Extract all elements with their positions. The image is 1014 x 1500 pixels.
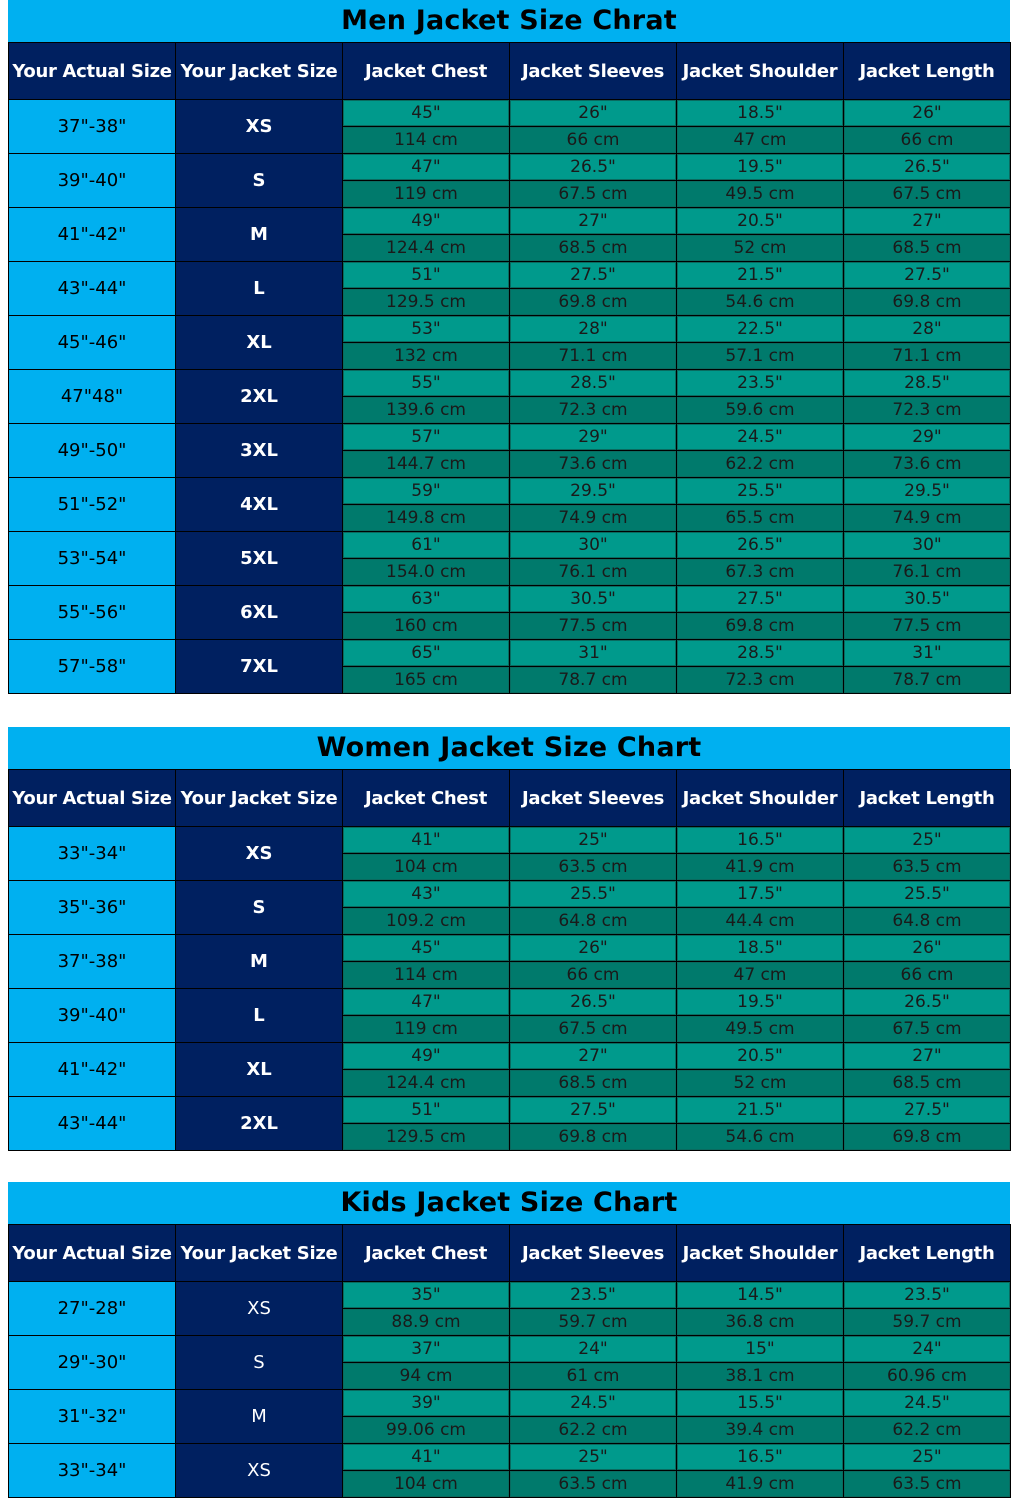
- jacket-size-cell: L: [176, 262, 343, 316]
- shoulder-inches-cell: 16.5": [677, 827, 844, 854]
- size-table: [8, 42, 1011, 694]
- actual-size-cell: 39"-40": [9, 154, 176, 208]
- table-row: [9, 989, 1011, 1016]
- shoulder-cm-cell: 62.2 cm: [677, 451, 844, 478]
- actual-size-cell: 53"-54": [9, 532, 176, 586]
- chest-inches-cell: 45": [343, 935, 510, 962]
- table-row: [9, 424, 1011, 451]
- sleeves-cm-cell: 77.5 cm: [510, 613, 677, 640]
- jacket-size-cell: M: [176, 1390, 343, 1444]
- table-row: [9, 881, 1011, 908]
- header-jacket-sleeves: Jacket Sleeves: [510, 43, 677, 100]
- sleeves-inches-cell: 30.5": [510, 586, 677, 613]
- jacket-size-cell: 5XL: [176, 532, 343, 586]
- chest-cm-cell: 114 cm: [343, 127, 510, 154]
- shoulder-cm-cell: 39.4 cm: [677, 1417, 844, 1444]
- length-cm-cell: 63.5 cm: [844, 1471, 1011, 1498]
- actual-size-cell: 33"-34": [9, 1444, 176, 1498]
- women-size-chart: [8, 727, 1010, 1151]
- shoulder-inches-cell: 18.5": [677, 100, 844, 127]
- length-cm-cell: 68.5 cm: [844, 1070, 1011, 1097]
- length-inches-cell: 23.5": [844, 1282, 1011, 1309]
- table-body: [9, 100, 1011, 694]
- header-actual-size: Your Actual Size: [9, 770, 176, 827]
- shoulder-inches-cell: 26.5": [677, 532, 844, 559]
- shoulder-inches-cell: 16.5": [677, 1444, 844, 1471]
- table-row: [9, 154, 1011, 181]
- sleeves-cm-cell: 73.6 cm: [510, 451, 677, 478]
- length-inches-cell: 27.5": [844, 262, 1011, 289]
- sleeves-inches-cell: 27.5": [510, 1097, 677, 1124]
- length-cm-cell: 66 cm: [844, 127, 1011, 154]
- sleeves-inches-cell: 31": [510, 640, 677, 667]
- length-inches-cell: 31": [844, 640, 1011, 667]
- table-row: [9, 370, 1011, 397]
- table-row: [9, 316, 1011, 343]
- table-row: [9, 1097, 1011, 1124]
- shoulder-cm-cell: 49.5 cm: [677, 181, 844, 208]
- shoulder-inches-cell: 18.5": [677, 935, 844, 962]
- actual-size-cell: 27"-28": [9, 1282, 176, 1336]
- table-row: [9, 1043, 1011, 1070]
- chest-cm-cell: 124.4 cm: [343, 1070, 510, 1097]
- chest-inches-cell: 35": [343, 1282, 510, 1309]
- length-cm-cell: 78.7 cm: [844, 667, 1011, 694]
- shoulder-cm-cell: 57.1 cm: [677, 343, 844, 370]
- shoulder-inches-cell: 27.5": [677, 586, 844, 613]
- sleeves-inches-cell: 29.5": [510, 478, 677, 505]
- header-jacket-size: Your Jacket Size: [176, 43, 343, 100]
- jacket-size-cell: 2XL: [176, 1097, 343, 1151]
- jacket-size-cell: 4XL: [176, 478, 343, 532]
- sleeves-inches-cell: 24": [510, 1336, 677, 1363]
- shoulder-inches-cell: 23.5": [677, 370, 844, 397]
- shoulder-inches-cell: 15": [677, 1336, 844, 1363]
- length-cm-cell: 74.9 cm: [844, 505, 1011, 532]
- chart-title: Women Jacket Size Chart: [8, 727, 1010, 769]
- sleeves-inches-cell: 24.5": [510, 1390, 677, 1417]
- jacket-size-cell: L: [176, 989, 343, 1043]
- length-inches-cell: 25.5": [844, 881, 1011, 908]
- actual-size-cell: 55"-56": [9, 586, 176, 640]
- shoulder-inches-cell: 14.5": [677, 1282, 844, 1309]
- chest-cm-cell: 149.8 cm: [343, 505, 510, 532]
- shoulder-cm-cell: 59.6 cm: [677, 397, 844, 424]
- chest-inches-cell: 65": [343, 640, 510, 667]
- chest-cm-cell: 129.5 cm: [343, 1124, 510, 1151]
- header-jacket-size: Your Jacket Size: [176, 770, 343, 827]
- size-table: [8, 769, 1011, 1151]
- size-table: [8, 1224, 1011, 1498]
- header-jacket-shoulder: Jacket Shoulder: [677, 770, 844, 827]
- sleeves-cm-cell: 72.3 cm: [510, 397, 677, 424]
- jacket-size-cell: 3XL: [176, 424, 343, 478]
- sleeves-inches-cell: 26": [510, 935, 677, 962]
- header-actual-size: Your Actual Size: [9, 43, 176, 100]
- table-row: [9, 827, 1011, 854]
- sleeves-inches-cell: 26.5": [510, 989, 677, 1016]
- chest-inches-cell: 47": [343, 154, 510, 181]
- table-row: [9, 935, 1011, 962]
- length-inches-cell: 26": [844, 100, 1011, 127]
- chest-cm-cell: 109.2 cm: [343, 908, 510, 935]
- header-row: [9, 1225, 1011, 1282]
- shoulder-cm-cell: 47 cm: [677, 962, 844, 989]
- chest-cm-cell: 114 cm: [343, 962, 510, 989]
- shoulder-inches-cell: 19.5": [677, 154, 844, 181]
- shoulder-cm-cell: 54.6 cm: [677, 289, 844, 316]
- header-jacket-chest: Jacket Chest: [343, 770, 510, 827]
- length-cm-cell: 71.1 cm: [844, 343, 1011, 370]
- shoulder-inches-cell: 20.5": [677, 1043, 844, 1070]
- jacket-size-cell: S: [176, 1336, 343, 1390]
- chest-inches-cell: 61": [343, 532, 510, 559]
- sleeves-cm-cell: 64.8 cm: [510, 908, 677, 935]
- chest-inches-cell: 41": [343, 1444, 510, 1471]
- actual-size-cell: 43"-44": [9, 262, 176, 316]
- length-inches-cell: 25": [844, 827, 1011, 854]
- table-row: [9, 532, 1011, 559]
- chest-cm-cell: 160 cm: [343, 613, 510, 640]
- actual-size-cell: 33"-34": [9, 827, 176, 881]
- length-inches-cell: 28.5": [844, 370, 1011, 397]
- jacket-size-cell: XS: [176, 1444, 343, 1498]
- shoulder-cm-cell: 67.3 cm: [677, 559, 844, 586]
- chest-inches-cell: 49": [343, 208, 510, 235]
- table-row: [9, 262, 1011, 289]
- chest-cm-cell: 165 cm: [343, 667, 510, 694]
- sleeves-cm-cell: 67.5 cm: [510, 1016, 677, 1043]
- sleeves-cm-cell: 76.1 cm: [510, 559, 677, 586]
- length-cm-cell: 69.8 cm: [844, 1124, 1011, 1151]
- jacket-size-cell: XL: [176, 1043, 343, 1097]
- length-inches-cell: 28": [844, 316, 1011, 343]
- actual-size-cell: 41"-42": [9, 208, 176, 262]
- sleeves-cm-cell: 71.1 cm: [510, 343, 677, 370]
- header-jacket-length: Jacket Length: [844, 770, 1011, 827]
- shoulder-cm-cell: 36.8 cm: [677, 1309, 844, 1336]
- header-jacket-shoulder: Jacket Shoulder: [677, 1225, 844, 1282]
- sleeves-cm-cell: 59.7 cm: [510, 1309, 677, 1336]
- chest-cm-cell: 129.5 cm: [343, 289, 510, 316]
- shoulder-cm-cell: 69.8 cm: [677, 613, 844, 640]
- chart-title: Kids Jacket Size Chart: [8, 1182, 1010, 1224]
- length-cm-cell: 59.7 cm: [844, 1309, 1011, 1336]
- chest-cm-cell: 154.0 cm: [343, 559, 510, 586]
- chest-cm-cell: 104 cm: [343, 854, 510, 881]
- sleeves-inches-cell: 28": [510, 316, 677, 343]
- chest-inches-cell: 43": [343, 881, 510, 908]
- sleeves-inches-cell: 25": [510, 827, 677, 854]
- length-cm-cell: 67.5 cm: [844, 181, 1011, 208]
- chart-title: Men Jacket Size Chrat: [8, 0, 1010, 42]
- actual-size-cell: 31"-32": [9, 1390, 176, 1444]
- shoulder-cm-cell: 47 cm: [677, 127, 844, 154]
- actual-size-cell: 47"48": [9, 370, 176, 424]
- chest-inches-cell: 51": [343, 1097, 510, 1124]
- length-cm-cell: 66 cm: [844, 962, 1011, 989]
- length-cm-cell: 76.1 cm: [844, 559, 1011, 586]
- length-inches-cell: 24": [844, 1336, 1011, 1363]
- shoulder-cm-cell: 44.4 cm: [677, 908, 844, 935]
- length-cm-cell: 64.8 cm: [844, 908, 1011, 935]
- sleeves-cm-cell: 62.2 cm: [510, 1417, 677, 1444]
- length-cm-cell: 68.5 cm: [844, 235, 1011, 262]
- actual-size-cell: 41"-42": [9, 1043, 176, 1097]
- length-inches-cell: 24.5": [844, 1390, 1011, 1417]
- actual-size-cell: 51"-52": [9, 478, 176, 532]
- table-row: [9, 478, 1011, 505]
- sleeves-cm-cell: 67.5 cm: [510, 181, 677, 208]
- header-jacket-sleeves: Jacket Sleeves: [510, 1225, 677, 1282]
- header-jacket-length: Jacket Length: [844, 43, 1011, 100]
- shoulder-inches-cell: 22.5": [677, 316, 844, 343]
- jacket-size-cell: 2XL: [176, 370, 343, 424]
- chest-inches-cell: 41": [343, 827, 510, 854]
- length-inches-cell: 26.5": [844, 154, 1011, 181]
- sleeves-inches-cell: 27.5": [510, 262, 677, 289]
- actual-size-cell: 45"-46": [9, 316, 176, 370]
- jacket-size-cell: XS: [176, 827, 343, 881]
- chest-cm-cell: 99.06 cm: [343, 1417, 510, 1444]
- actual-size-cell: 43"-44": [9, 1097, 176, 1151]
- jacket-size-cell: 6XL: [176, 586, 343, 640]
- men-size-chart: [8, 0, 1010, 694]
- jacket-size-cell: XL: [176, 316, 343, 370]
- header-jacket-shoulder: Jacket Shoulder: [677, 43, 844, 100]
- chest-cm-cell: 124.4 cm: [343, 235, 510, 262]
- length-cm-cell: 62.2 cm: [844, 1417, 1011, 1444]
- sleeves-cm-cell: 68.5 cm: [510, 1070, 677, 1097]
- length-inches-cell: 27": [844, 208, 1011, 235]
- actual-size-cell: 37"-38": [9, 100, 176, 154]
- chest-inches-cell: 45": [343, 100, 510, 127]
- actual-size-cell: 39"-40": [9, 989, 176, 1043]
- shoulder-cm-cell: 38.1 cm: [677, 1363, 844, 1390]
- shoulder-cm-cell: 72.3 cm: [677, 667, 844, 694]
- sleeves-inches-cell: 25.5": [510, 881, 677, 908]
- header-jacket-length: Jacket Length: [844, 1225, 1011, 1282]
- chest-inches-cell: 49": [343, 1043, 510, 1070]
- shoulder-inches-cell: 21.5": [677, 1097, 844, 1124]
- actual-size-cell: 37"-38": [9, 935, 176, 989]
- actual-size-cell: 29"-30": [9, 1336, 176, 1390]
- shoulder-cm-cell: 49.5 cm: [677, 1016, 844, 1043]
- length-inches-cell: 25": [844, 1444, 1011, 1471]
- jacket-size-cell: M: [176, 935, 343, 989]
- chest-inches-cell: 63": [343, 586, 510, 613]
- length-inches-cell: 30.5": [844, 586, 1011, 613]
- sleeves-inches-cell: 25": [510, 1444, 677, 1471]
- jacket-size-cell: S: [176, 881, 343, 935]
- chest-cm-cell: 139.6 cm: [343, 397, 510, 424]
- jacket-size-cell: 7XL: [176, 640, 343, 694]
- sleeves-inches-cell: 23.5": [510, 1282, 677, 1309]
- sleeves-cm-cell: 68.5 cm: [510, 235, 677, 262]
- length-cm-cell: 73.6 cm: [844, 451, 1011, 478]
- chest-inches-cell: 53": [343, 316, 510, 343]
- length-cm-cell: 72.3 cm: [844, 397, 1011, 424]
- length-inches-cell: 29.5": [844, 478, 1011, 505]
- chest-inches-cell: 55": [343, 370, 510, 397]
- length-inches-cell: 26": [844, 935, 1011, 962]
- sleeves-cm-cell: 61 cm: [510, 1363, 677, 1390]
- chest-cm-cell: 119 cm: [343, 181, 510, 208]
- shoulder-inches-cell: 19.5": [677, 989, 844, 1016]
- chest-cm-cell: 144.7 cm: [343, 451, 510, 478]
- sleeves-cm-cell: 78.7 cm: [510, 667, 677, 694]
- length-cm-cell: 77.5 cm: [844, 613, 1011, 640]
- sleeves-inches-cell: 28.5": [510, 370, 677, 397]
- chest-cm-cell: 104 cm: [343, 1471, 510, 1498]
- length-inches-cell: 26.5": [844, 989, 1011, 1016]
- sleeves-cm-cell: 66 cm: [510, 127, 677, 154]
- sleeves-inches-cell: 26": [510, 100, 677, 127]
- jacket-size-cell: S: [176, 154, 343, 208]
- chest-inches-cell: 39": [343, 1390, 510, 1417]
- actual-size-cell: 49"-50": [9, 424, 176, 478]
- length-inches-cell: 29": [844, 424, 1011, 451]
- shoulder-inches-cell: 28.5": [677, 640, 844, 667]
- chest-inches-cell: 51": [343, 262, 510, 289]
- sleeves-inches-cell: 29": [510, 424, 677, 451]
- sleeves-inches-cell: 27": [510, 208, 677, 235]
- chest-cm-cell: 94 cm: [343, 1363, 510, 1390]
- shoulder-cm-cell: 54.6 cm: [677, 1124, 844, 1151]
- table-body: [9, 1282, 1011, 1498]
- shoulder-inches-cell: 17.5": [677, 881, 844, 908]
- sleeves-cm-cell: 63.5 cm: [510, 1471, 677, 1498]
- table-row: [9, 1282, 1011, 1309]
- shoulder-cm-cell: 52 cm: [677, 235, 844, 262]
- sleeves-cm-cell: 63.5 cm: [510, 854, 677, 881]
- shoulder-cm-cell: 65.5 cm: [677, 505, 844, 532]
- table-row: [9, 1444, 1011, 1471]
- sleeves-inches-cell: 26.5": [510, 154, 677, 181]
- header-actual-size: Your Actual Size: [9, 1225, 176, 1282]
- chest-cm-cell: 119 cm: [343, 1016, 510, 1043]
- shoulder-inches-cell: 20.5": [677, 208, 844, 235]
- sleeves-cm-cell: 69.8 cm: [510, 289, 677, 316]
- sleeves-cm-cell: 66 cm: [510, 962, 677, 989]
- header-jacket-size: Your Jacket Size: [176, 1225, 343, 1282]
- table-row: [9, 208, 1011, 235]
- table-body: [9, 827, 1011, 1151]
- actual-size-cell: 57"-58": [9, 640, 176, 694]
- header-row: [9, 770, 1011, 827]
- sleeves-cm-cell: 69.8 cm: [510, 1124, 677, 1151]
- header-jacket-chest: Jacket Chest: [343, 1225, 510, 1282]
- header-row: [9, 43, 1011, 100]
- length-cm-cell: 63.5 cm: [844, 854, 1011, 881]
- jacket-size-cell: M: [176, 208, 343, 262]
- shoulder-cm-cell: 41.9 cm: [677, 1471, 844, 1498]
- chest-inches-cell: 59": [343, 478, 510, 505]
- chest-inches-cell: 47": [343, 989, 510, 1016]
- actual-size-cell: 35"-36": [9, 881, 176, 935]
- sleeves-inches-cell: 30": [510, 532, 677, 559]
- chest-cm-cell: 132 cm: [343, 343, 510, 370]
- chest-cm-cell: 88.9 cm: [343, 1309, 510, 1336]
- chest-inches-cell: 37": [343, 1336, 510, 1363]
- length-cm-cell: 60.96 cm: [844, 1363, 1011, 1390]
- jacket-size-cell: XS: [176, 100, 343, 154]
- jacket-size-cell: XS: [176, 1282, 343, 1336]
- length-inches-cell: 30": [844, 532, 1011, 559]
- shoulder-inches-cell: 15.5": [677, 1390, 844, 1417]
- shoulder-inches-cell: 21.5": [677, 262, 844, 289]
- shoulder-cm-cell: 41.9 cm: [677, 854, 844, 881]
- sleeves-inches-cell: 27": [510, 1043, 677, 1070]
- header-jacket-sleeves: Jacket Sleeves: [510, 770, 677, 827]
- table-row: [9, 1336, 1011, 1363]
- shoulder-cm-cell: 52 cm: [677, 1070, 844, 1097]
- table-row: [9, 100, 1011, 127]
- sleeves-cm-cell: 74.9 cm: [510, 505, 677, 532]
- length-cm-cell: 69.8 cm: [844, 289, 1011, 316]
- chest-inches-cell: 57": [343, 424, 510, 451]
- kids-size-chart: [8, 1182, 1010, 1498]
- table-row: [9, 586, 1011, 613]
- shoulder-inches-cell: 24.5": [677, 424, 844, 451]
- shoulder-inches-cell: 25.5": [677, 478, 844, 505]
- table-row: [9, 1390, 1011, 1417]
- length-inches-cell: 27.5": [844, 1097, 1011, 1124]
- table-row: [9, 640, 1011, 667]
- header-jacket-chest: Jacket Chest: [343, 43, 510, 100]
- length-cm-cell: 67.5 cm: [844, 1016, 1011, 1043]
- length-inches-cell: 27": [844, 1043, 1011, 1070]
